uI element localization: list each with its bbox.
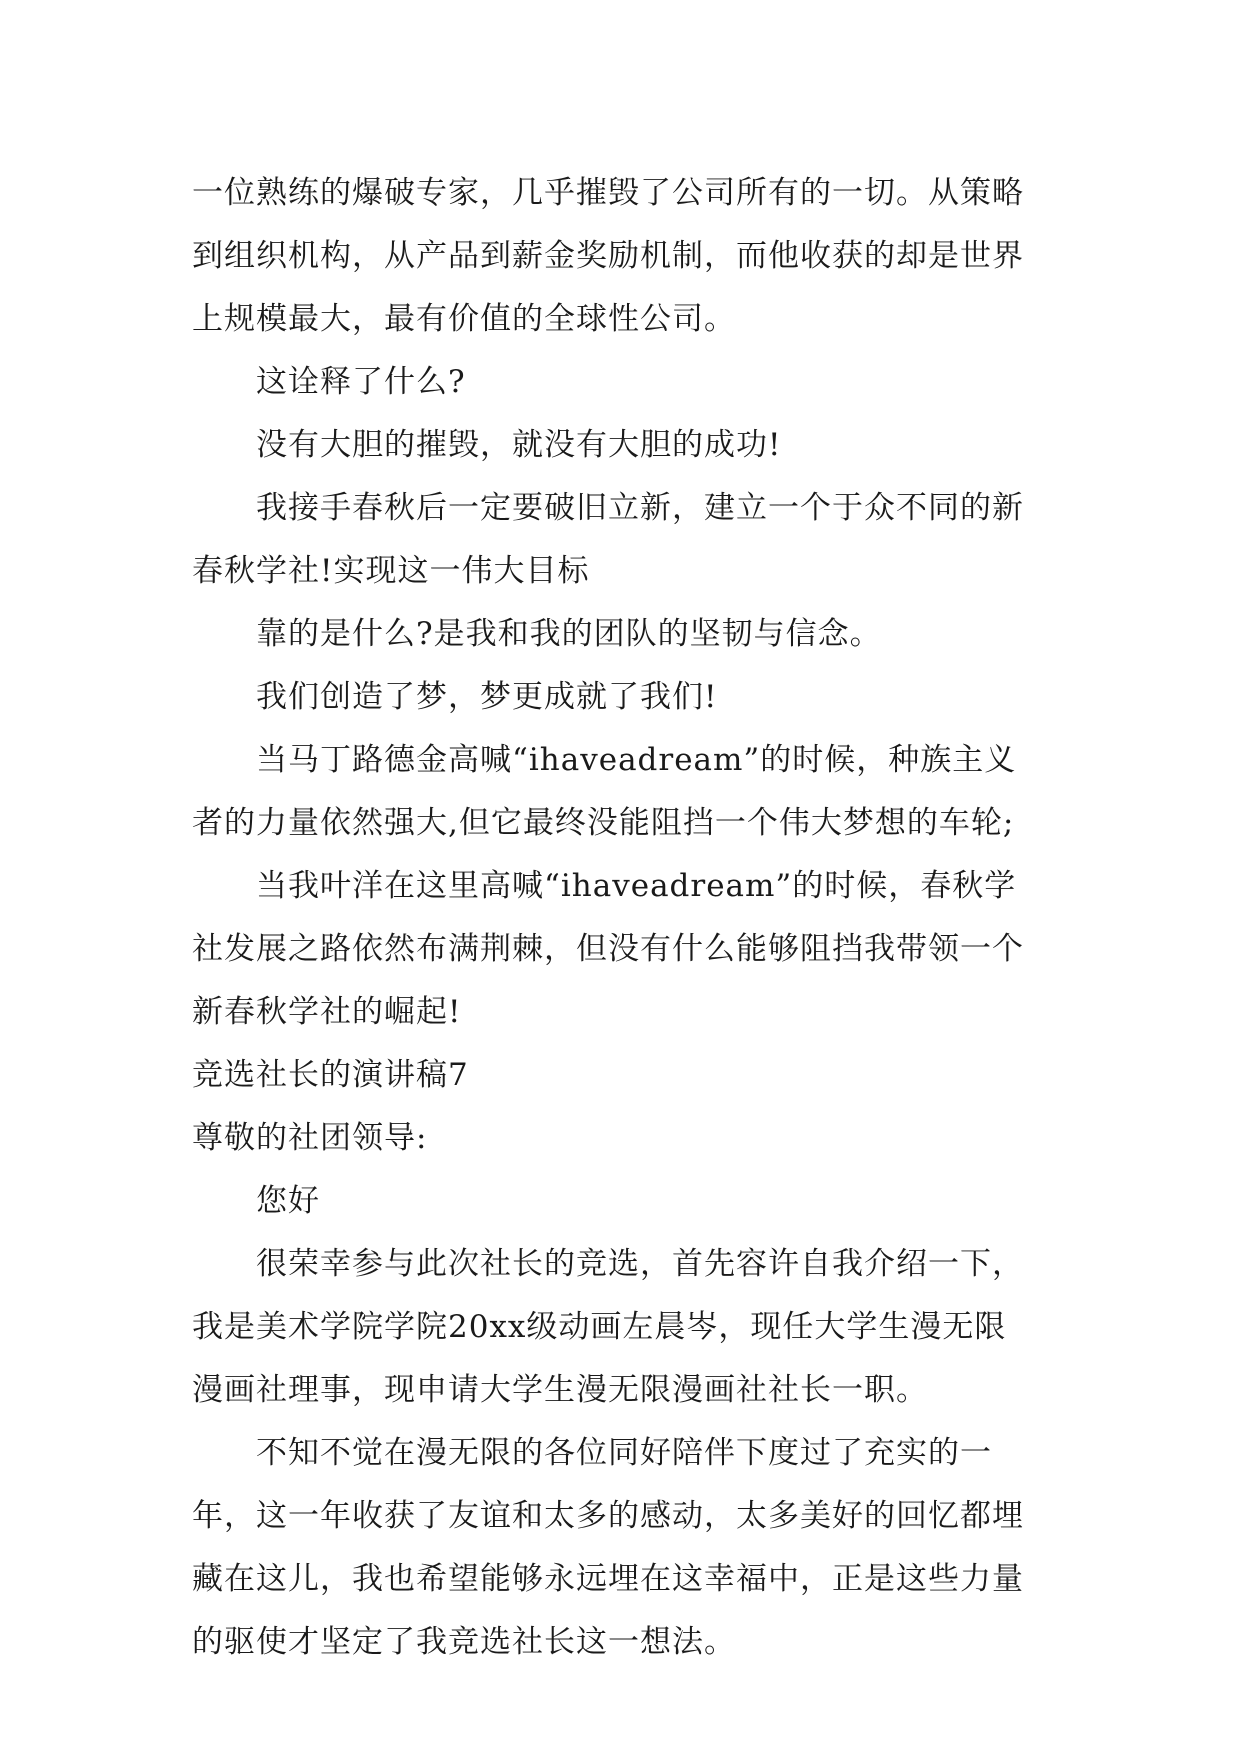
text-line: 靠的是什么?是我和我的团队的坚韧与信念。 [256, 616, 882, 652]
text-line: 者的力量依然强大,但它最终没能阻挡一个伟大梦想的车轮; [192, 805, 1015, 841]
text-line: 上规模最大，最有价值的全球性公司。 [192, 301, 736, 337]
document-page [192, 162, 1052, 1674]
text-line: 当马丁路德金高喊“ihaveadream”的时候，种族主义 [256, 742, 1017, 778]
text-line: 没有大胆的摧毁，就没有大胆的成功! [256, 427, 782, 463]
text-line: 春秋学社!实现这一伟大目标 [192, 553, 590, 589]
text-line: 我接手春秋后一定要破旧立新，建立一个于众不同的新 [256, 490, 1024, 526]
text-line: 我是美术学院学院20xx级动画左晨岑，现任大学生漫无限 [192, 1309, 1007, 1345]
text-line: 年，这一年收获了友谊和太多的感动，太多美好的回忆都埋 [192, 1498, 1024, 1534]
text-line: 这诠释了什么? [256, 364, 466, 400]
text-line: 我们创造了梦，梦更成就了我们! [256, 679, 718, 715]
salutation: 尊敬的社团领导: [192, 1120, 428, 1156]
text-line: 不知不觉在漫无限的各位同好陪伴下度过了充实的一 [256, 1435, 992, 1471]
text-line: 到组织机构，从产品到薪金奖励机制，而他收获的却是世界 [192, 238, 1024, 274]
section-heading: 竞选社长的演讲稿7 [192, 1057, 469, 1093]
text-line: 很荣幸参与此次社长的竞选，首先容许自我介绍一下， [256, 1246, 1024, 1282]
text-line: 社发展之路依然布满荆棘，但没有什么能够阻挡我带领一个 [192, 931, 1024, 967]
text-line: 藏在这儿，我也希望能够永远埋在这幸福中，正是这些力量 [192, 1561, 1024, 1597]
text-line: 当我叶洋在这里高喊“ihaveadream”的时候，春秋学 [256, 868, 1017, 904]
text-line: 的驱使才坚定了我竞选社长这一想法。 [192, 1624, 736, 1660]
text-line: 漫画社理事，现申请大学生漫无限漫画社社长一职。 [192, 1372, 928, 1408]
greeting: 您好 [256, 1183, 320, 1219]
text-line: 新春秋学社的崛起! [192, 994, 462, 1030]
text-line: 一位熟练的爆破专家，几乎摧毁了公司所有的一切。从策略 [192, 175, 1024, 211]
